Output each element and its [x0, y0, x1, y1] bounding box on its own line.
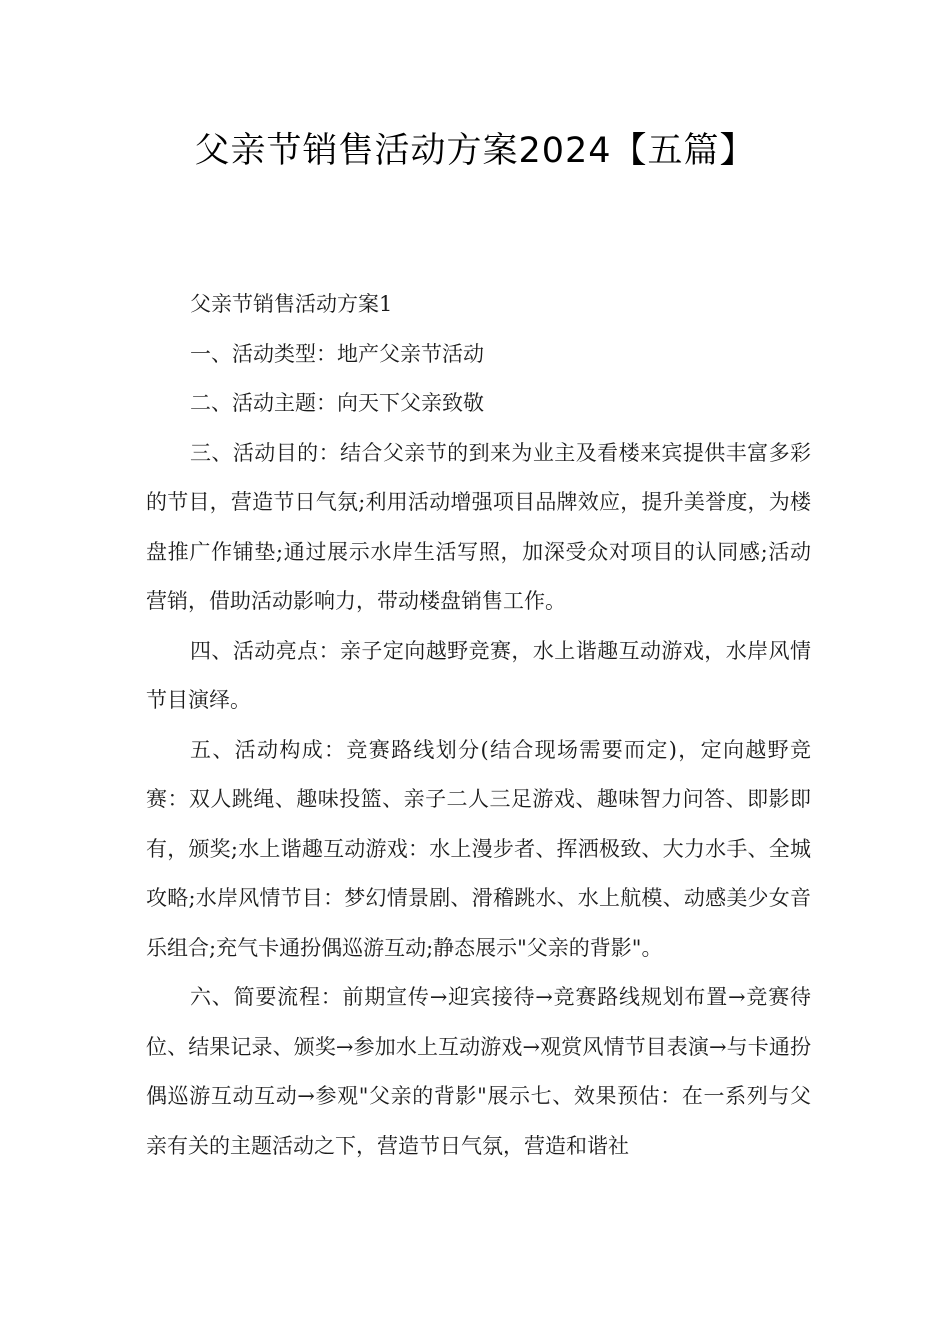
document-body — [146, 280, 811, 1171]
paragraph-brief-process: 六、简要流程：前期宣传→迎宾接待→竞赛路线规划布置→竞赛待位、结果记录、颁奖→参加水上互动游戏→观赏风情节目表演→与卡通扮偶巡游互动互动→参观"父亲的背影"展示七、效果预估：在一系列与父亲有关的主题活动之下，营造节日气氛，营造和谐社 — [146, 985, 811, 1158]
paragraph-activity-composition: 五、活动构成：竞赛路线划分(结合现场需要而定)，定向越野竞赛：双人跳绳、趣味投篮、亲子二人三足游戏、趣味智力问答、即影即有，颁奖;水上谐趣互动游戏：水上漫步者、挥洒极致、大力水手、全城攻略;水岸风情节目：梦幻情景剧、滑稽跳水、水上航模、动感美少女音乐组合;充气卡通扮偶巡游互动;静态展示"父亲的背影"。 — [146, 737, 811, 960]
paragraph-activity-highlights: 四、活动亮点：亲子定向越野竞赛，水上谐趣互动游戏，水岸风情节目演绎。 — [146, 638, 811, 712]
paragraph-activity-type: 一、活动类型：地产父亲节活动 — [190, 341, 484, 366]
section-heading: 父亲节销售活动方案1 — [190, 292, 393, 316]
paragraph-activity-purpose: 三、活动目的：结合父亲节的到来为业主及看楼来宾提供丰富多彩的节目，营造节日气氛;利用活动增强项目品牌效应，提升美誉度，为楼盘推广作铺垫;通过展示水岸生活写照，加深受众对项目的认同感;活动营销，借助活动影响力，带动楼盘销售工作。 — [146, 440, 811, 613]
paragraph-activity-theme: 二、活动主题：向天下父亲致敬 — [190, 391, 484, 415]
document-title: 父亲节销售活动方案2024【五篇】 — [194, 131, 756, 171]
